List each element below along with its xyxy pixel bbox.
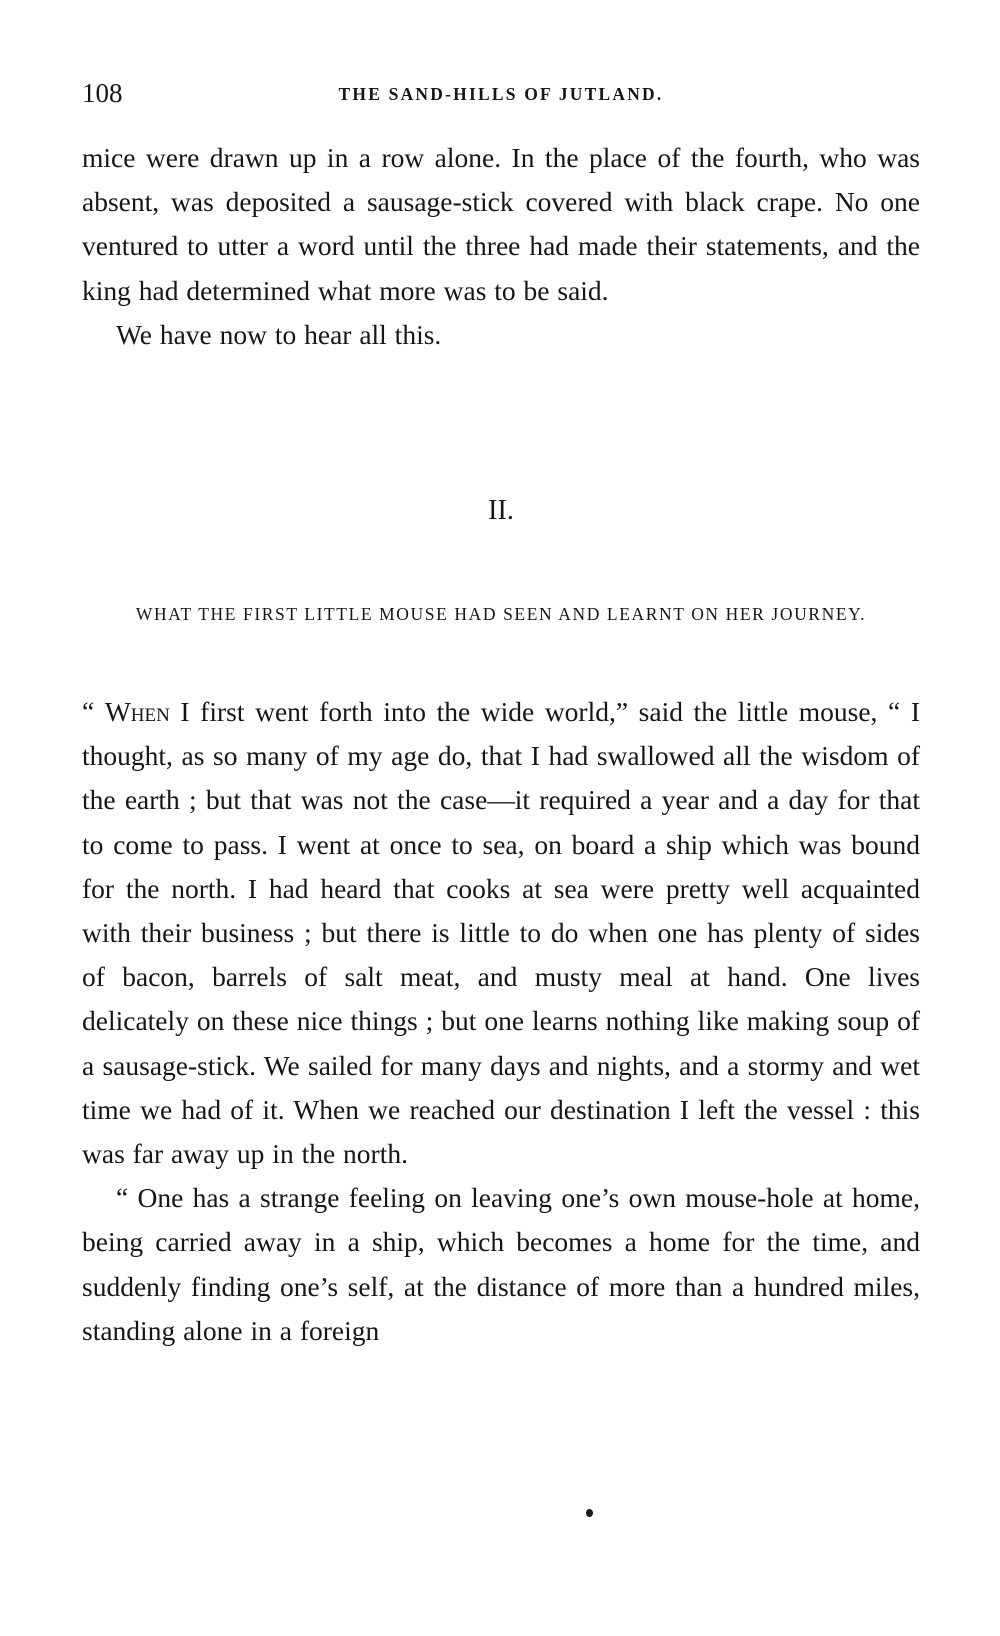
chapter-title: WHAT THE FIRST LITTLE MOUSE HAD SEEN AND LEARNT ON HER JOURNEY. [135, 604, 867, 624]
drop-word: When [104, 696, 170, 727]
page-number: 108 [82, 78, 123, 108]
opening-quote: “ [82, 696, 105, 727]
ink-speck [586, 1509, 593, 1517]
running-title: THE SAND-HILLS OF JUTLAND. [338, 84, 664, 104]
chapter-number: II. [488, 495, 514, 526]
story-paragraph-1-text: I first went forth into the wide world,” said the little mouse, “ I thought, as so many of my age do, that I had swallowed all the wisdom of the earth ; but that was not the case—it required a year and a day for that to come to pass. I went at once to sea, on board a ship which was bound for the north. I had heard that cooks at sea were pretty well acquainted with their business ; but there is little to do when one has plenty of sides of bacon, barrels of salt meat, and musty meal at hand. One lives delicately on these nice things ; but one learns nothing like making soup of a sausage-stick. We sailed for many days and nights, and a stormy and wet time we had of it. When we reached our destination I left the vessel : this was far away up in the north. [82, 696, 920, 1170]
story-paragraph-1 [82, 690, 920, 1176]
opening-paragraph-1: mice were drawn up in a row alone. In the place of the fourth, who was absent, was deposited a sausage-stick covered with black crape. No one ventured to utter a word until the three had made their statements, and the king had determined what more was to be said. [82, 142, 920, 306]
opening-paragraph-2: We have now to hear all this. [116, 318, 442, 350]
story-paragraph-2: “ One has a strange feeling on leaving one’s own mouse-hole at home, being carried away in a ship, which becomes a home for the time, and suddenly finding one’s self, at the distance of more than a hundred miles, standing alone in a foreign [82, 1182, 920, 1346]
story-text [82, 690, 920, 1353]
running-head [82, 76, 920, 110]
opening-text [82, 136, 920, 357]
